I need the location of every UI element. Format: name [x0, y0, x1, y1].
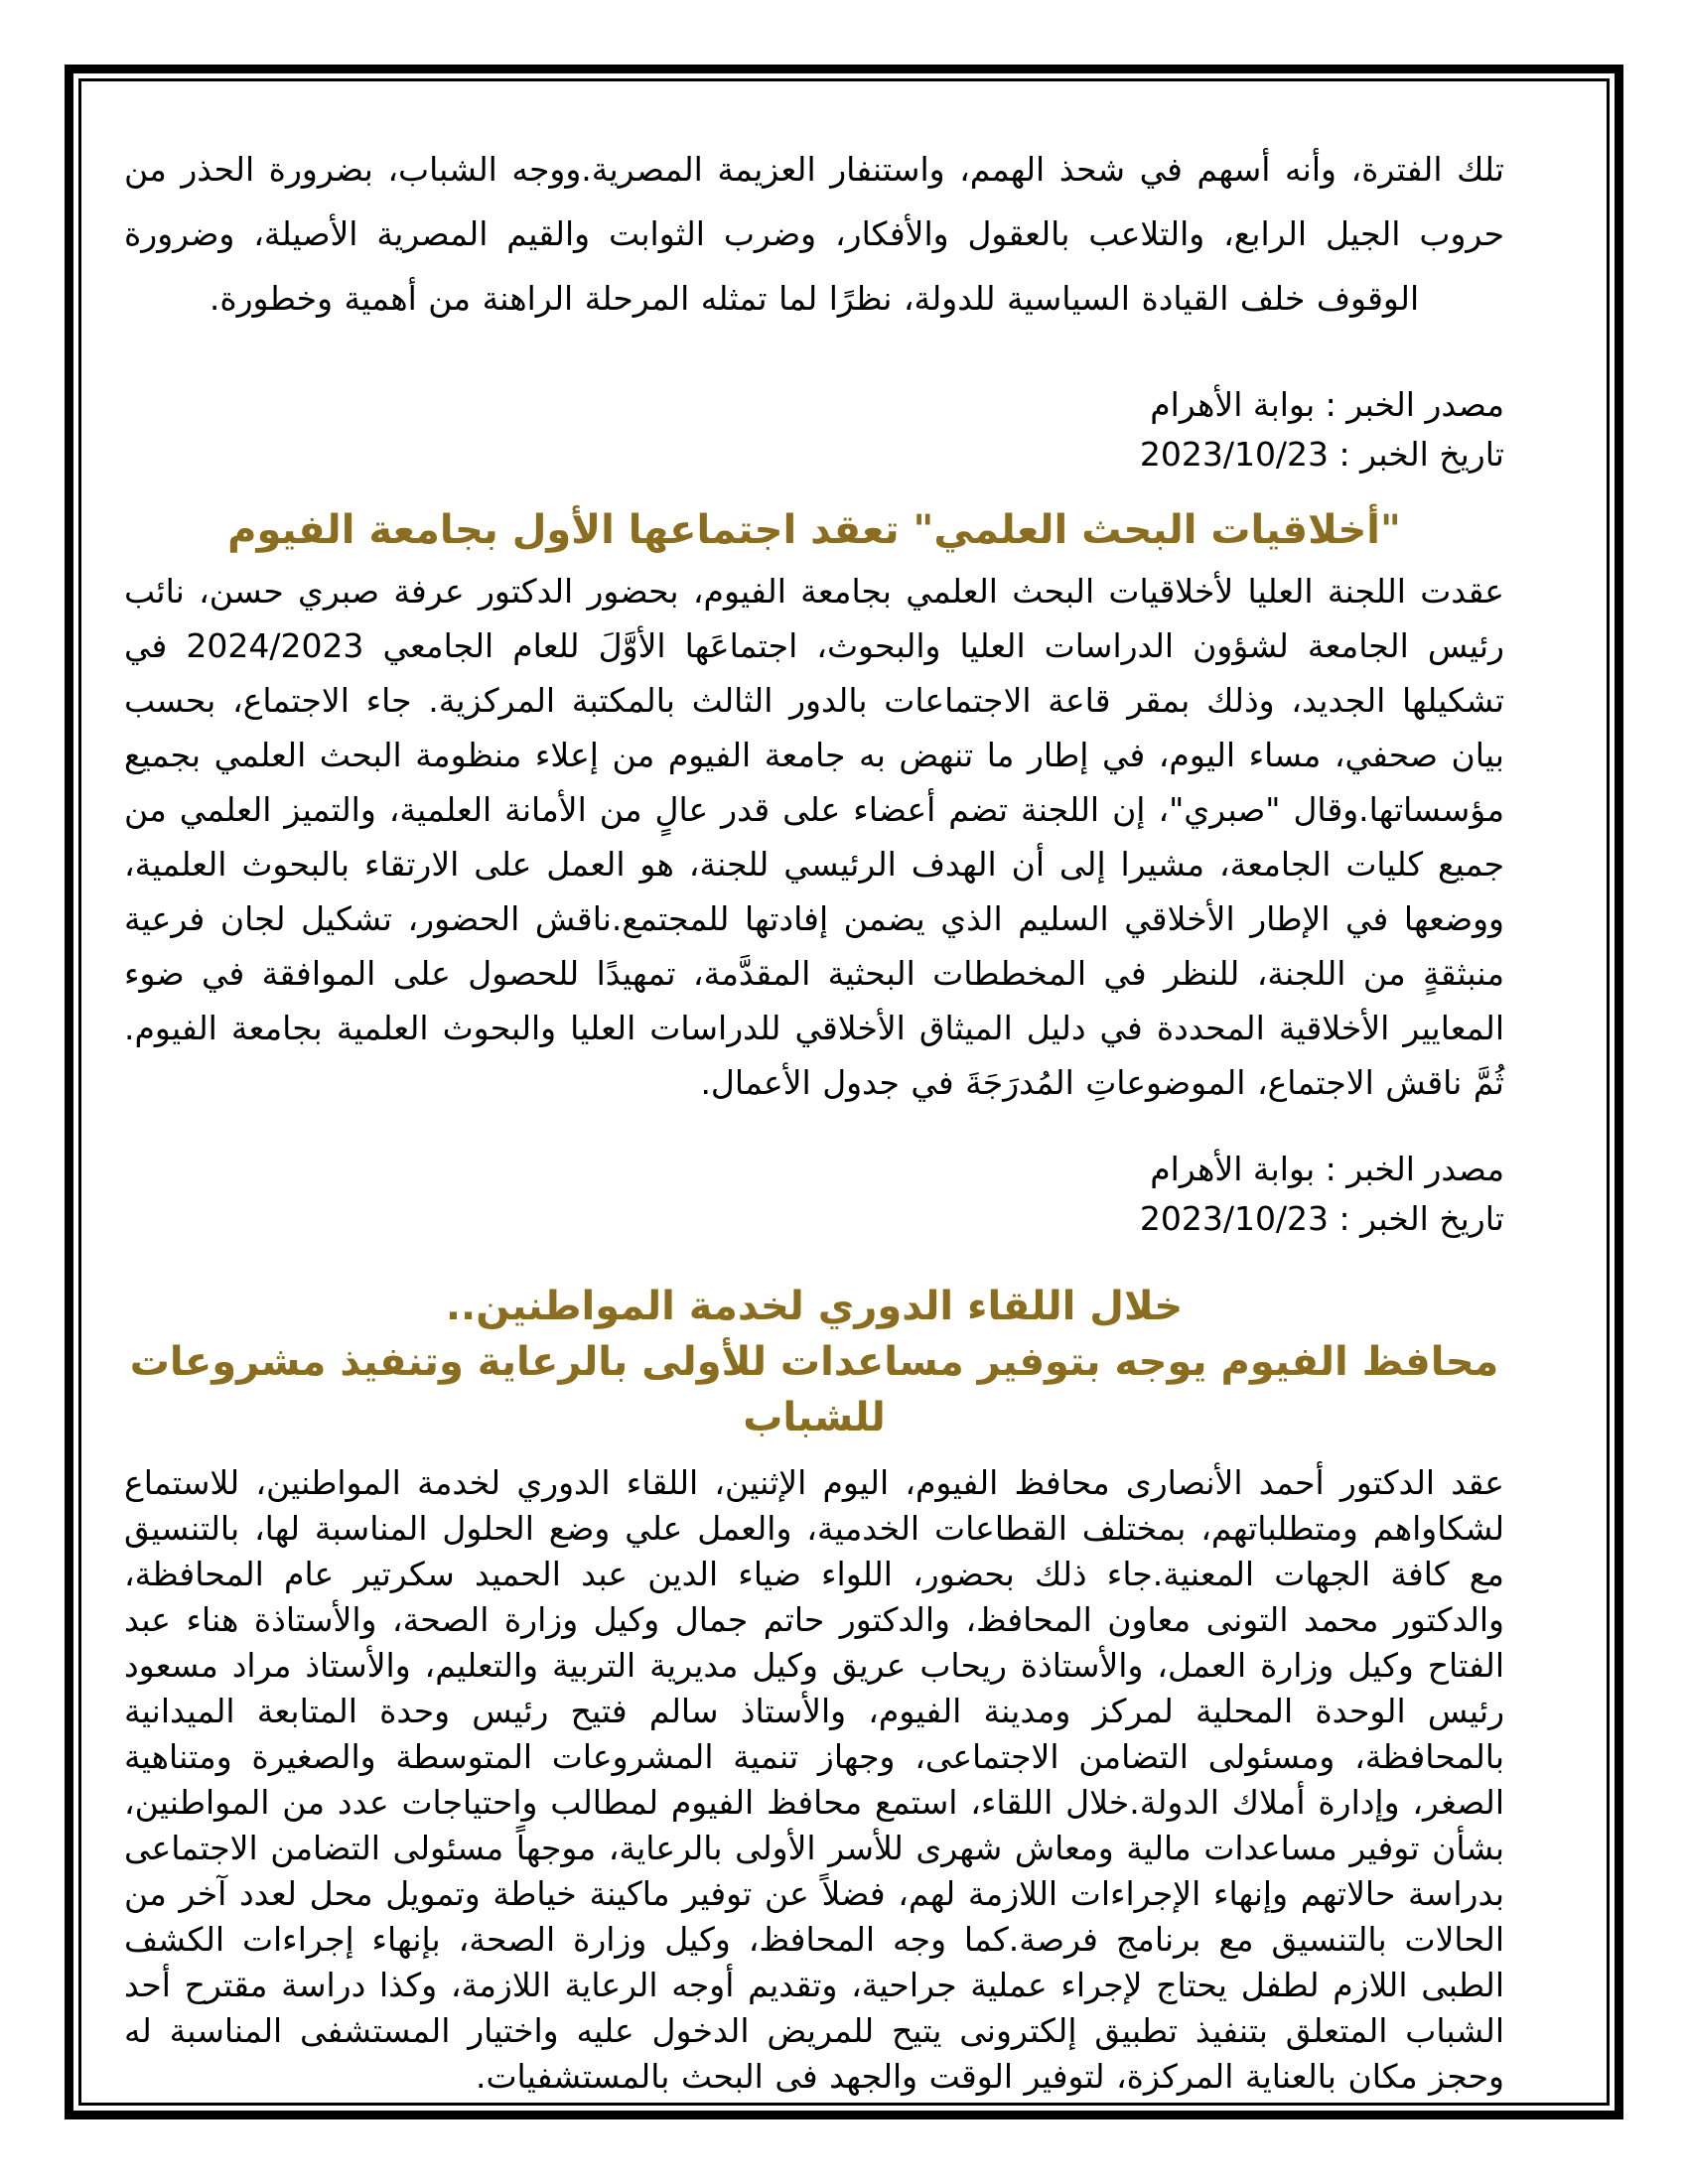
news-date-line-1: تاريخ الخبر : 2023/10/23 — [1139, 435, 1504, 474]
news-date-line-2: تاريخ الخبر : 2023/10/23 — [1139, 1199, 1504, 1238]
news-source-line-1: مصدر الخبر : بوابة الأهرام — [1150, 385, 1504, 424]
article-title-2-line-2: محافظ الفيوم يوجه بتوفير مساعدات للأولى بالرعاية وتنفيذ مشروعات للشباب — [129, 1339, 1499, 1440]
article-title-2-line-1: خلال اللقاء الدوري لخدمة المواطنين.. — [445, 1284, 1184, 1329]
article-body-2: عقد الدكتور أحمد الأنصارى محافظ الفيوم، اليوم الإثنين، اللقاء الدوري لخدمة المواطنين، للاستماع لشكاواهم ومتطلباتهم، بمختلف القطاعات الخدمية، والعمل علي وضع الحلول المناسبة لها، بالتنسيق مع كافة الجهات المعنية.جاء ذلك بحضور، اللواء ضياء الدين عبد الحميد سكرتير عام المحافظة، والدكتور محمد التونى معاون المحافظ، والدكتور حاتم جمال وكيل وزارة الصحة، والأستاذة هناء عبد الفتاح وكيل وزارة العمل، والأستاذة ريحاب عريق وكيل مديرية التربية والتعليم، والأستاذ مراد مسعود رئيس الوحدة المحلية لمركز ومدينة الفيوم، والأستاذ سالم فتيح رئيس وحدة المتابعة الميدانية بالمحافظة، ومسئولى التضامن الاجتماعى، وجهاز تنمية المشروعات المتوسطة والصغيرة ومتناهية الصغر، وإدارة أملاك الدولة.خلال اللقاء، استمع محافظ الفيوم لمطالب واحتياجات عدد من المواطنين، بشأن توفير مساعدات مالية ومعاش شهرى للأسر الأولى بالرعاية، موجهاً مسئولى التضامن الاجتماعى بدراسة حالاتهم وإنهاء الإجراءات اللازمة لهم، فضلاً عن توفير ماكينة خياطة وتمويل محل لعدد آخر من الحالات بالتنسيق مع برنامج فرصة.كما وجه المحافظ، وكيل وزارة الصحة، بإنهاء إجراءات الكشف الطبى اللازم لطفل يحتاج لإجراء عملية جراحية، وتقديم أوجه الرعاية اللازمة، وكذا دراسة مقترح أحد الشباب المتعلق بتنفيذ تطبيق إلكترونى يتيح للمريض الدخول عليه واختيار المستشفى المناسبة له وحجز مكان بالعناية المركزة، لتوفير الوقت والجهد فى البحث بالمستشفيات. — [124, 1463, 1504, 2096]
article-title-1: "أخلاقيات البحث العلمي" تعقد اجتماعها الأول بجامعة الفيوم — [227, 507, 1401, 553]
article-title-2 — [124, 1279, 1504, 1445]
document-content — [124, 137, 1504, 2100]
news-source-line-2: مصدر الخبر : بوابة الأهرام — [1150, 1150, 1504, 1188]
source-date-block-2 — [124, 1145, 1504, 1244]
article-body-1: عقدت اللجنة العليا لأخلاقيات البحث العلمي بجامعة الفيوم، بحضور الدكتور عرفة صبري حسن، نائب رئيس الجامعة لشؤون الدراسات العليا والبحوث، اجتماعَها الأوَّلَ للعام الجامعي 2024/2023 في تشكيلها الجديد، وذلك بمقر قاعة الاجتماعات بالدور الثالث بالمكتبة المركزية. جاء الاجتماع، بحسب بيان صحفي، مساء اليوم، في إطار ما تنهض به جامعة الفيوم من إعلاء منظومة البحث العلمي بجميع مؤسساتها.وقال "صبري"، إن اللجنة تضم أعضاء على قدر عالٍ من الأمانة العلمية، والتميز العلمي من جميع كليات الجامعة، مشيرا إلى أن الهدف الرئيسي للجنة، هو العمل على الارتقاء بالبحوث العلمية، ووضعها في الإطار الأخلاقي السليم الذي يضمن إفادتها للمجتمع.ناقش الحضور، تشكيل لجان فرعية منبثقةٍ من اللجنة، للنظر في المخططات البحثية المقدَّمة، تمهيدًا للحصول على الموافقة في ضوء المعايير الأخلاقية المحددة في دليل الميثاق الأخلاقي للدراسات العليا والبحوث العلمية بجامعة الفيوم. ثُمَّ ناقش الاجتماع، الموضوعاتِ المُدرَجَةَ في جدول الأعمال. — [124, 572, 1504, 1102]
source-date-block-1 — [124, 380, 1504, 479]
intro-paragraph: تلك الفترة، وأنه أسهم في شحذ الهمم، واستنفار العزيمة المصرية.ووجه الشباب، بضرورة الحذر من حروب الجيل الرابع، والتلاعب بالعقول والأفكار، وضرب الثوابت والقيم المصرية الأصيلة، وضرورة الوقوف خلف القيادة السياسية للدولة، نظرًا لما تمثله المرحلة الراهنة من أهمية وخطورة. — [124, 150, 1504, 318]
